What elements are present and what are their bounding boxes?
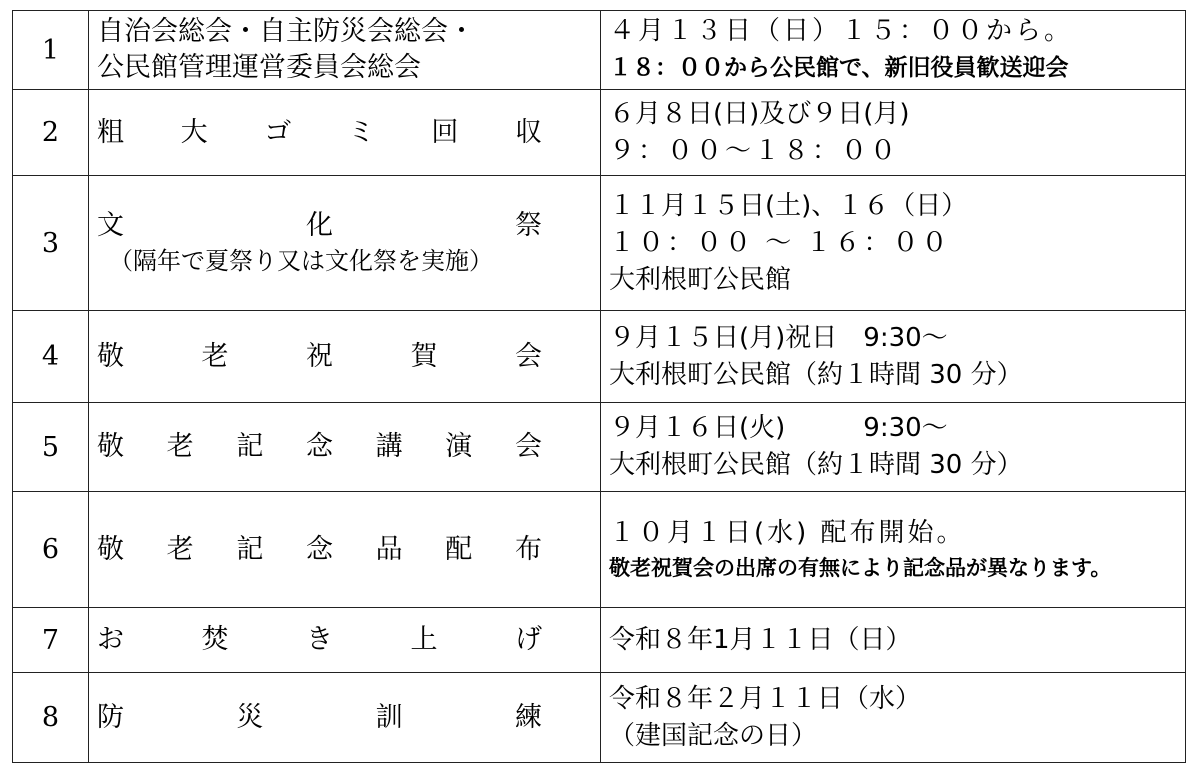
event-char: 文 (97, 210, 124, 241)
event-char: げ (515, 624, 542, 655)
event-note: （隔年で夏祭り又は文化祭を実施） (109, 247, 493, 275)
event-char: 配 (445, 533, 473, 565)
event-name-line: 公民館管理運営委員会総会 (97, 52, 421, 83)
details-line: 大利根町公民館（約１時間 30 分） (609, 359, 1023, 390)
event-char: 防 (97, 701, 124, 733)
event-char: 災 (236, 701, 264, 733)
event-char: 練 (514, 701, 542, 733)
row-number: 2 (13, 90, 89, 176)
event-name (97, 700, 592, 736)
details-line: １０：００ ～ １６：００ (609, 227, 951, 258)
event-cell (89, 673, 601, 763)
event-name-line: 自治会総会・自主防災会総会・ (97, 16, 475, 47)
details-cell (601, 176, 1186, 311)
event-char: 布 (514, 533, 542, 565)
event-char: 念 (305, 533, 333, 565)
details-line: 令和８年1月１１日（日） (609, 624, 912, 655)
event-char: 老 (166, 431, 194, 462)
table-row (13, 673, 1186, 763)
event-char: 焚 (201, 624, 229, 655)
details-cell (601, 90, 1186, 176)
event-char: 賀 (410, 340, 438, 372)
event-char: ゴ (264, 116, 292, 148)
details-line: （建国記念の日） (609, 720, 818, 751)
details-line: 大利根町公民館 (609, 264, 792, 295)
details-line: ９：００～１８：００ (609, 135, 900, 166)
details-cell (601, 608, 1186, 673)
annual-schedule-table (12, 10, 1186, 763)
table-row (13, 176, 1186, 311)
table-row (13, 90, 1186, 176)
event-name (97, 532, 592, 568)
details-cell (601, 11, 1186, 90)
event-char: 敬 (97, 533, 124, 565)
event-cell (89, 492, 601, 608)
row-number: 8 (13, 673, 89, 763)
event-char: ミ (347, 116, 375, 148)
event-name (97, 429, 592, 465)
details-line: １８：００から公民館で、新旧役員歓送迎会 (609, 55, 1069, 81)
event-char: 老 (201, 340, 229, 372)
event-char: 記 (236, 533, 264, 565)
event-char: 会 (515, 340, 542, 372)
row-number: 4 (13, 311, 89, 403)
event-char: 訓 (375, 701, 403, 733)
event-char: お (97, 624, 124, 655)
event-cell (89, 608, 601, 673)
details-cell (601, 673, 1186, 763)
event-char: き (306, 624, 333, 655)
event-char: 大 (180, 116, 208, 148)
event-char: 品 (375, 533, 403, 565)
event-char: 記 (236, 431, 264, 462)
event-char: 演 (445, 431, 473, 462)
event-name (97, 208, 592, 244)
details-cell (601, 403, 1186, 492)
event-cell (89, 311, 601, 403)
row-number: 1 (13, 11, 89, 90)
details-line: ６月８日(日)及び９日(月) (609, 98, 910, 129)
event-char: 敬 (97, 340, 124, 372)
row-number: 6 (13, 492, 89, 608)
event-char: 念 (305, 431, 333, 462)
event-name (97, 115, 592, 151)
event-char: 収 (514, 116, 542, 148)
event-char: 回 (431, 116, 459, 148)
table-row (13, 403, 1186, 492)
table-row (13, 492, 1186, 608)
table-row (13, 11, 1186, 90)
event-char: 上 (410, 624, 438, 655)
details-cell (601, 311, 1186, 403)
details-line: 敬老祝賀会の出席の有無により記念品が異なります。 (609, 555, 1112, 580)
event-char: 会 (514, 431, 542, 462)
event-char: 化 (306, 210, 333, 241)
details-line: 令和８年２月１１日（水） (609, 683, 922, 714)
details-line: １０月１日(水) 配布開始。 (609, 517, 966, 548)
event-char: 講 (375, 431, 403, 462)
event-char: 老 (166, 533, 194, 565)
row-number: 3 (13, 176, 89, 311)
event-cell (89, 11, 601, 90)
event-cell (89, 176, 601, 311)
event-name (97, 339, 592, 375)
table-row (13, 608, 1186, 673)
event-char: 敬 (97, 431, 124, 462)
event-name (97, 622, 592, 658)
event-cell (89, 403, 601, 492)
details-line: ９月１６日(火) 9:30～ (609, 413, 948, 443)
details-cell (601, 492, 1186, 608)
details-line: 大利根町公民館（約１時間 30 分） (609, 450, 1023, 480)
details-line: ９月１５日(月)祝日 9:30～ (609, 322, 948, 353)
row-number: 7 (13, 608, 89, 673)
table-row (13, 311, 1186, 403)
row-number: 5 (13, 403, 89, 492)
event-char: 祝 (306, 340, 333, 372)
details-line: １１月１５日(土)、１６（日） (609, 190, 968, 221)
event-char: 粗 (97, 116, 124, 148)
event-char: 祭 (515, 210, 542, 241)
event-cell (89, 90, 601, 176)
details-line: ４月１３日（日）１５：００から。 (609, 16, 1074, 46)
